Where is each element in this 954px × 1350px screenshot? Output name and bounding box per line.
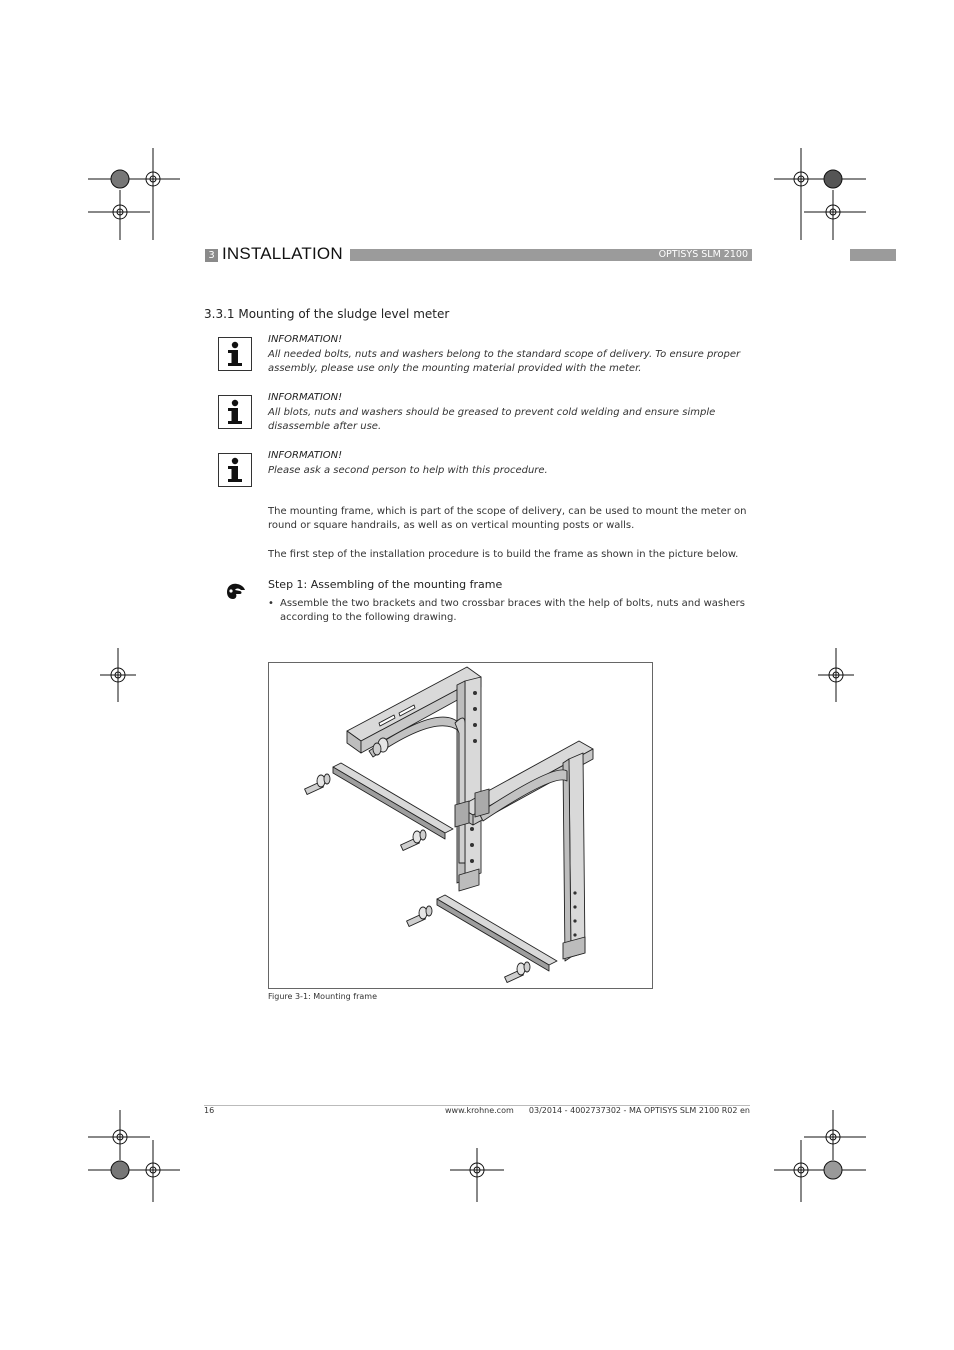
chapter-title: INSTALLATION — [222, 244, 343, 263]
bullet-dot: • — [268, 598, 274, 609]
paragraph: The mounting frame, which is part of the scope of delivery, can be used to mount the meter on round or square handrails, as well as on vertical mounting posts or walls. — [268, 506, 747, 531]
chapter-bar-right — [850, 249, 896, 261]
note-heading: INFORMATION! — [268, 392, 343, 403]
figure-caption: Figure 3-1: Mounting frame — [268, 992, 377, 1001]
figure-mounting-frame — [268, 662, 653, 989]
note-heading: INFORMATION! — [268, 450, 343, 461]
mounting-frame-drawing — [269, 663, 652, 988]
info-icon — [218, 395, 252, 429]
footer-document-id: 03/2014 - 4002737302 - MA OPTISYS SLM 2100 R02 en — [528, 1106, 750, 1115]
page-number: 16 — [204, 1106, 215, 1115]
paragraph: The first step of the installation procedure is to build the frame as shown in the picture below. — [268, 549, 739, 560]
note-heading: INFORMATION! — [268, 334, 343, 345]
section-title: 3.3.1 Mounting of the sludge level meter — [204, 307, 450, 321]
bullet-text: Assemble the two brackets and two crossbar braces with the help of bolts, nuts and washers according to the following drawing. — [280, 598, 745, 623]
chapter-number: 3 — [205, 249, 218, 262]
step-title: Step 1: Assembling of the mounting frame — [268, 578, 503, 591]
product-name: OPTISYS SLM 2100 — [658, 249, 748, 260]
info-icon — [218, 337, 252, 371]
note-text: All needed bolts, nuts and washers belong to the standard scope of delivery. To ensure proper assembly, please use only the mounting material provided with the meter. — [268, 349, 741, 374]
hand-icon — [224, 582, 248, 606]
note-text: Please ask a second person to help with this procedure. — [268, 465, 548, 476]
note-text: All blots, nuts and washers should be greased to prevent cold welding and ensure simple disassemble after use. — [268, 407, 716, 432]
info-icon — [218, 453, 252, 487]
footer-website: www.krohne.com — [445, 1106, 514, 1115]
